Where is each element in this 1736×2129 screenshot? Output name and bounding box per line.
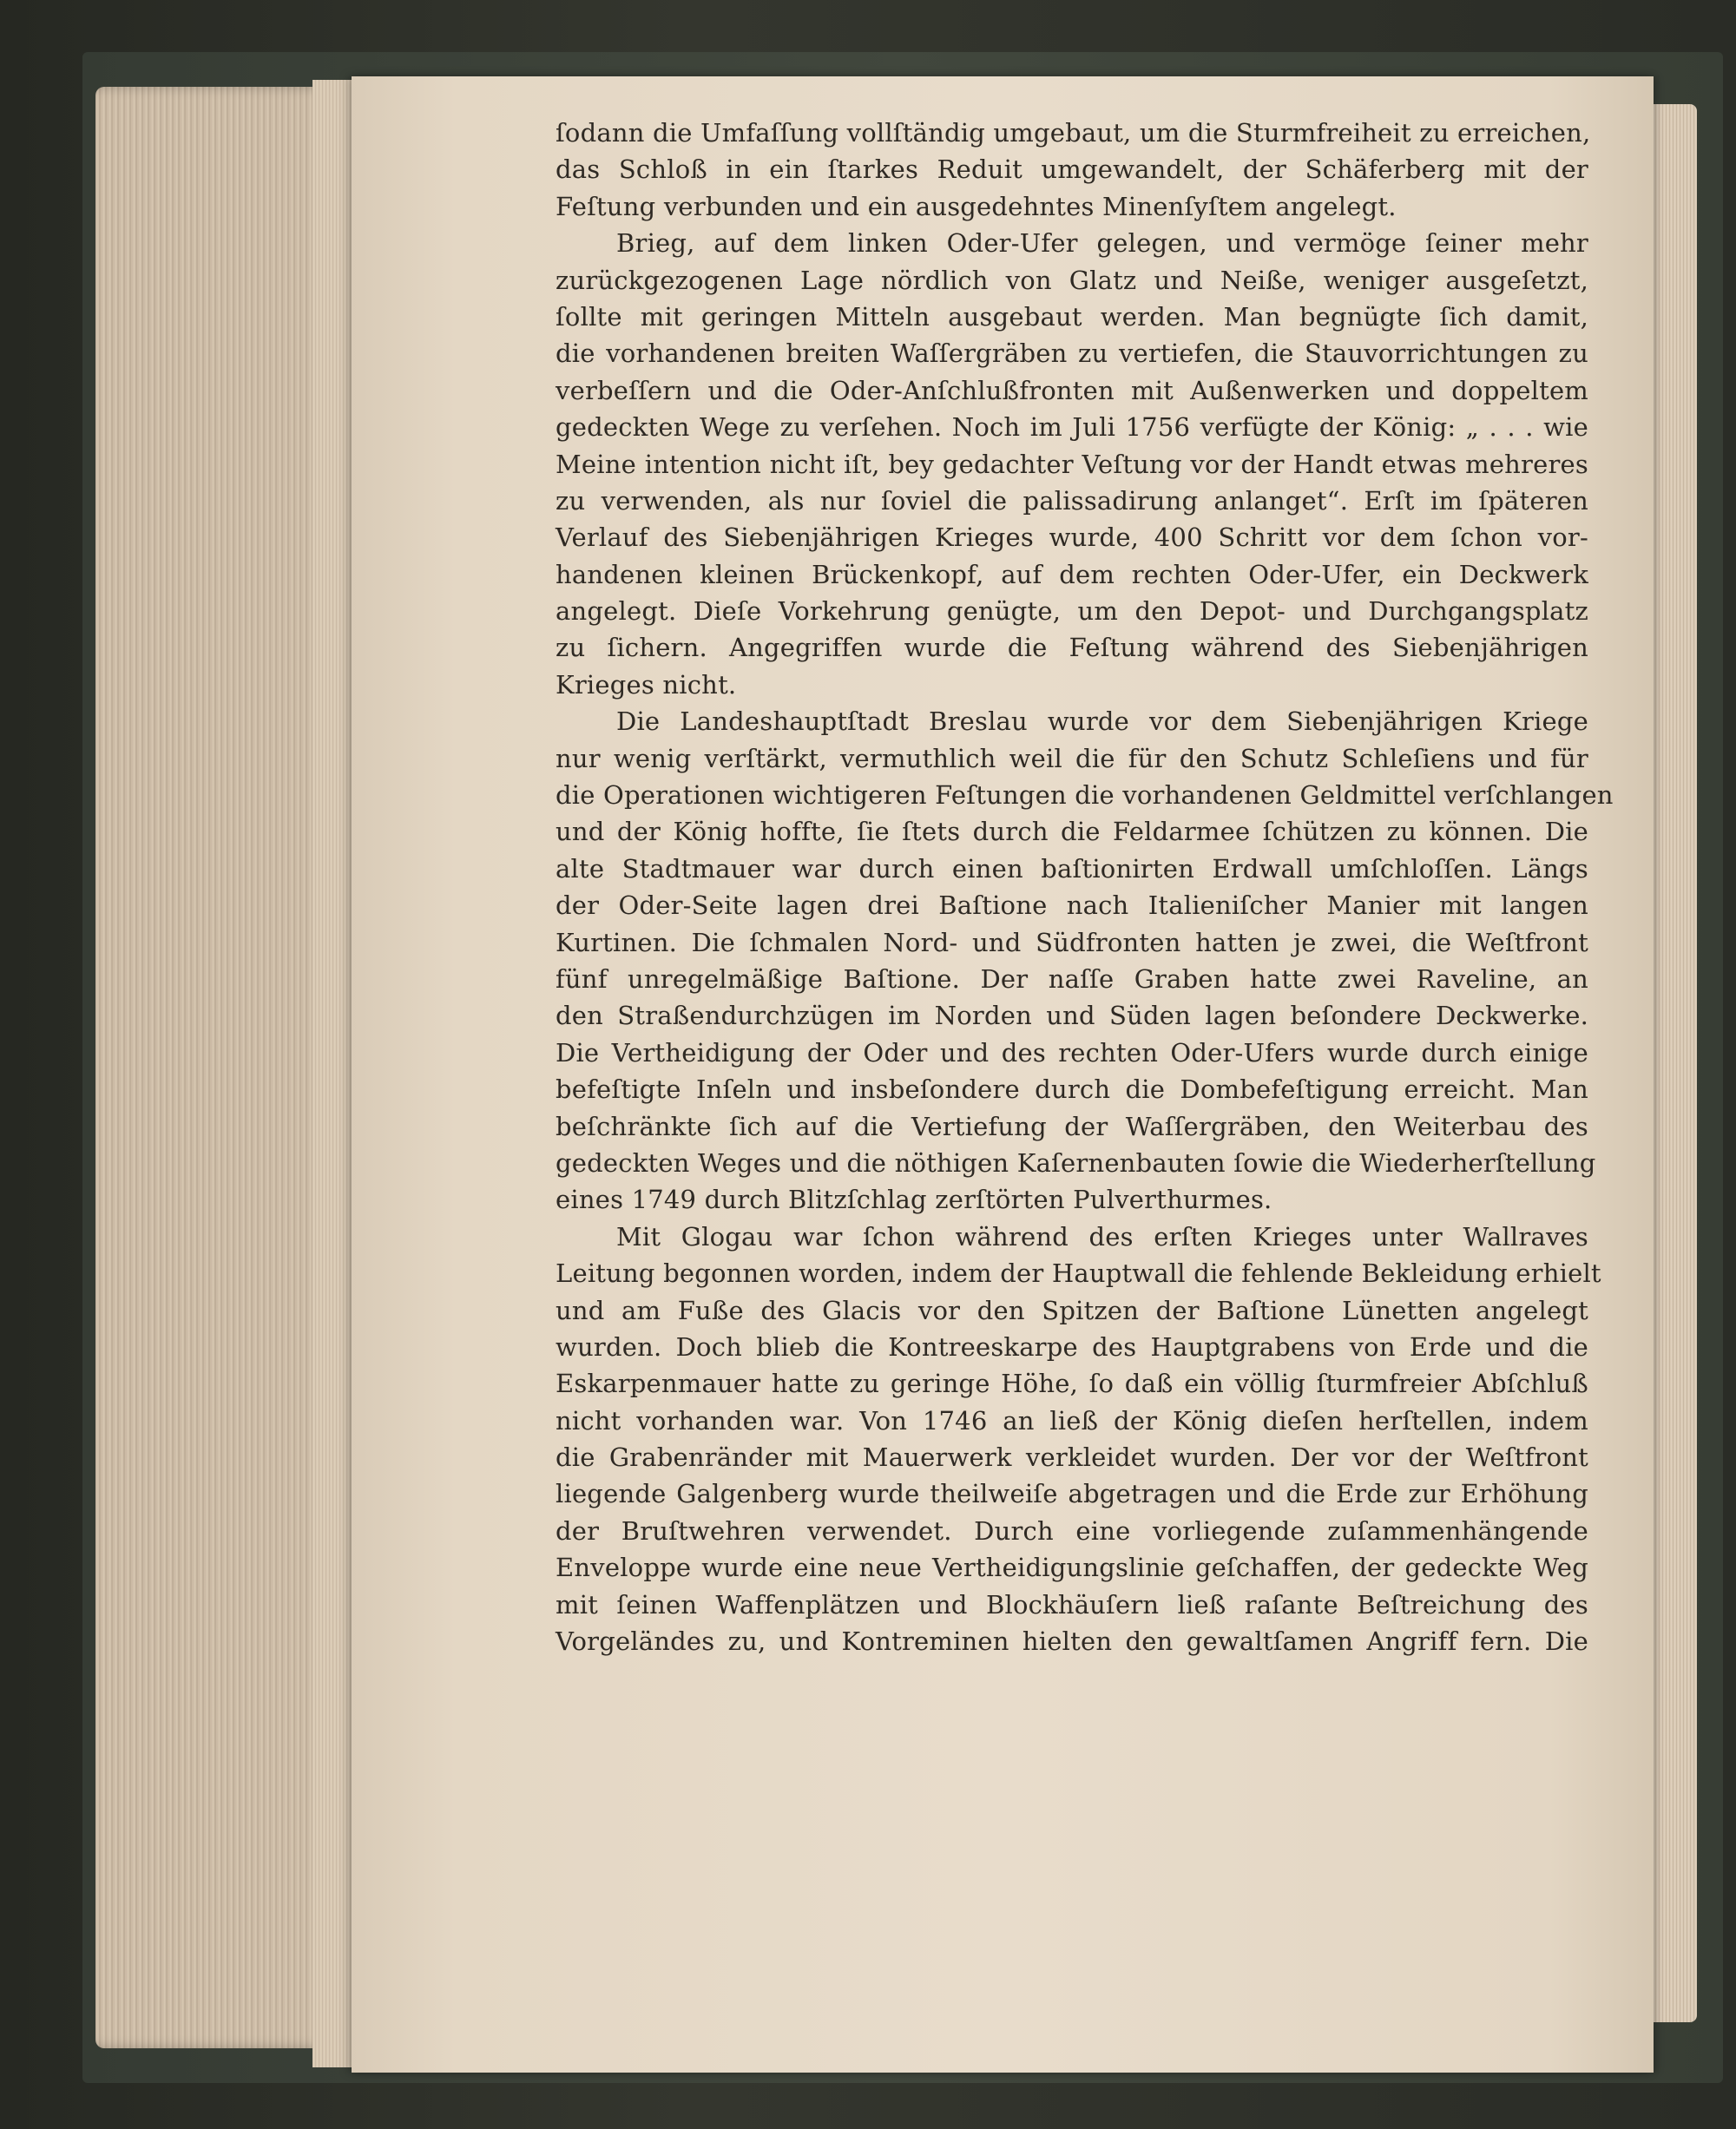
text-line: Die Landeshauptſtadt Breslau wurde vor dem Siebenjährigen Kriege <box>616 706 1588 737</box>
text-line: befeſtigte Inſeln und insbeſondere durch die Dombefeſtigung erreicht. Man <box>556 1074 1588 1105</box>
text-line: gedeckten Weges und die nöthigen Kaſernenbauten ſowie die Wiederherſtellung <box>556 1147 1596 1178</box>
text-line: gedeckten Wege zu verſehen. Noch im Juli 1756 verfügte der König: „ . . . wie <box>556 412 1588 443</box>
text-line: wurden. Doch blieb die Kontreeskarpe des Hauptgrabens von Erde und die <box>556 1331 1588 1362</box>
text-line: die vorhandenen breiten Waſſergräben zu vertiefen, die Stauvorrichtungen zu <box>556 338 1588 369</box>
text-line: liegende Galgenberg wurde theilweiſe abgetragen und die Erde zur Erhöhung <box>556 1479 1588 1509</box>
text-line: handenen kleinen Brückenkopf, auf dem rechten Oder-Ufer, ein Deckwerk <box>556 559 1588 589</box>
text-line: zurückgezogenen Lage nördlich von Glatz und Neiße, weniger ausgeſetzt, <box>556 265 1588 295</box>
text-line: alte Stadtmauer war durch einen baſtionirten Erdwall umſchloſſen. Längs <box>556 853 1588 884</box>
text-line: der Oder-Seite lagen drei Baſtione nach Italieniſcher Manier mit langen <box>556 890 1588 921</box>
text-line: und am Fuße des Glacis vor den Spitzen der Baſtione Lünetten angelegt <box>556 1295 1588 1325</box>
text-line: eines 1749 durch Blitzſchlag zerſtörten Pulverthurmes. <box>556 1185 1272 1215</box>
text-line: Eskarpenmauer hatte zu geringe Höhe, ſo daß ein völlig ſturmfreier Abſchluß <box>556 1369 1588 1399</box>
text-line: beſchränkte ſich auf die Vertiefung der Waſſergräben, den Weiterbau des <box>556 1111 1588 1141</box>
text-line: Enveloppe wurde eine neue Vertheidigungslinie geſchaffen, der gedeckte Weg <box>556 1553 1588 1583</box>
text-line: Kurtinen. Die ſchmalen Nord- und Südfronten hatten je zwei, die Weſtfront <box>556 927 1588 957</box>
text-line: der Bruſtwehren verwendet. Durch eine vorliegende zuſammenhängende <box>556 1515 1588 1546</box>
text-line: Meine intention nicht iſt, bey gedachter Veſtung vor der Handt etwas mehreres <box>556 449 1588 479</box>
text-line: nicht vorhanden war. Von 1746 an ließ der König dieſen herſtellen, indem <box>556 1405 1588 1436</box>
text-line: Leitung begonnen worden, indem der Hauptwall die fehlende Bekleidung erhielt <box>556 1258 1601 1289</box>
text-line: ſodann die Umfaſſung vollſtändig umgebaut, um die Sturmfreiheit zu erreichen, <box>556 118 1591 148</box>
text-line: Feſtung verbunden und ein ausgedehntes Minenſyſtem angelegt. <box>556 191 1397 221</box>
text-line: das Schloß in ein ſtarkes Reduit umgewandelt, der Schäferberg mit der <box>556 154 1588 185</box>
text-line: Krieges nicht. <box>556 669 737 700</box>
text-line: die Grabenränder mit Mauerwerk verkleidet wurden. Der vor der Weſtfront <box>556 1442 1588 1473</box>
text-line: ſollte mit geringen Mitteln ausgebaut werden. Man begnügte ſich damit, <box>556 301 1588 332</box>
page-edges-right <box>1649 104 1697 2022</box>
text-line: Mit Glogau war ſchon während des erſten Krieges unter Wallraves <box>616 1221 1588 1252</box>
text-line: den Straßendurchzügen im Norden und Süden lagen beſondere Deckwerke. <box>556 1001 1588 1031</box>
text-line: angelegt. Dieſe Vorkehrung genügte, um den Depot- und Durchgangsplatz <box>556 596 1588 627</box>
text-line: zu verwenden, als nur ſoviel die palissadirung anlanget“. Erſt im ſpäteren <box>556 485 1588 516</box>
text-line: nur wenig verſtärkt, vermuthlich weil die für den Schutz Schleſiens und für <box>556 743 1588 773</box>
text-line: die Operationen wichtigeren Feſtungen die vorhandenen Geldmittel verſchlangen <box>556 780 1614 811</box>
text-line: und der König hoffte, ſie ſtets durch die Feldarmee ſchützen zu können. Die <box>556 817 1588 847</box>
text-line: fünf unregelmäßige Baſtione. Der naſſe Graben hatte zwei Raveline, an <box>556 963 1588 994</box>
text-line: mit ſeinen Waffenplätzen und Blockhäuſern ließ raſante Beſtreichung des <box>556 1589 1588 1620</box>
text-line: verbeſſern und die Oder-Anſchlußfronten mit Außenwerken und doppeltem <box>556 375 1588 405</box>
text-line: Die Vertheidigung der Oder und des rechten Oder-Ufers wurde durch einige <box>556 1037 1588 1068</box>
page-text <box>556 115 1614 1659</box>
text-line: Brieg, auf dem linken Oder-Ufer gelegen, und vermöge ſeiner mehr <box>616 228 1588 259</box>
text-line: zu ſichern. Angegriffen wurde die Feſtung während des Siebenjährigen <box>556 633 1588 663</box>
text-line: Verlauf des Siebenjährigen Krieges wurde, 400 Schritt vor dem ſchon vor- <box>556 522 1588 553</box>
text-line: Vorgeländes zu, und Kontreminen hielten den gewaltſamen Angriff fern. Die <box>556 1626 1588 1657</box>
